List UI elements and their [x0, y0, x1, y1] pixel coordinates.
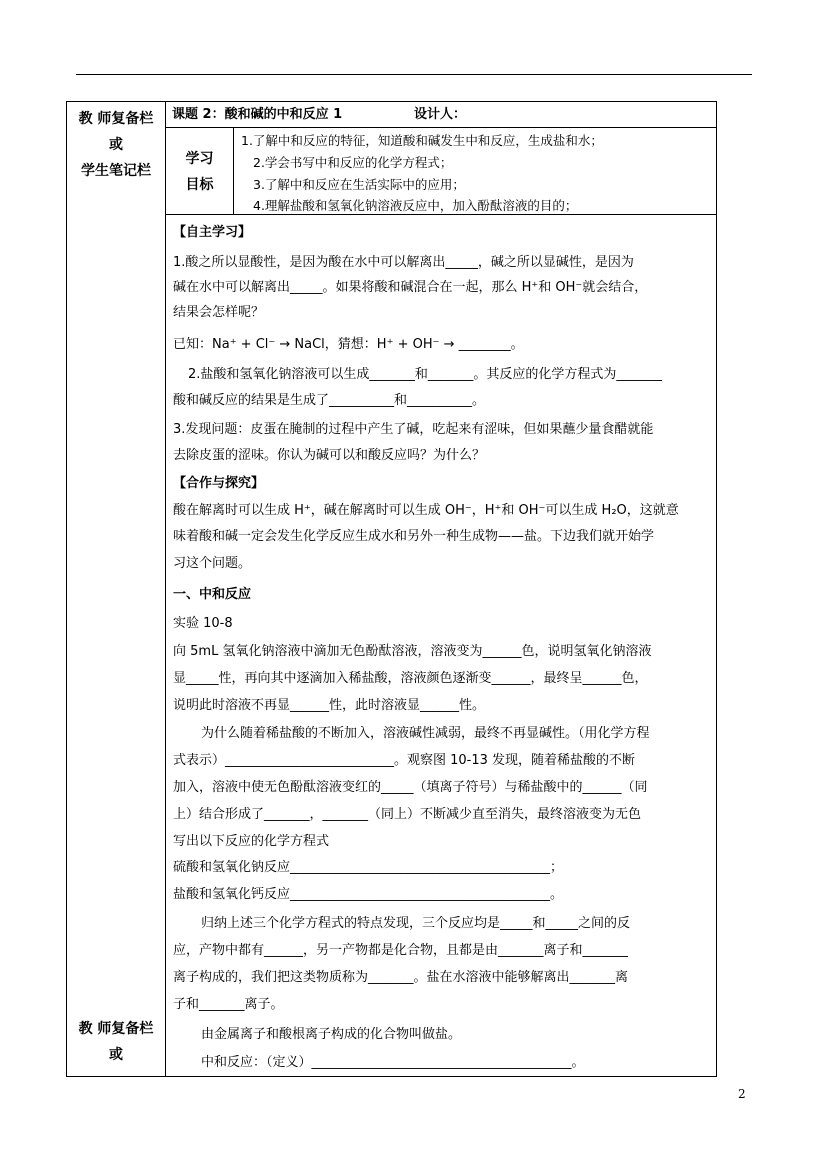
text-line: 加入，溶液中使无色酚酞溶液变红的_____（填离子符号）与稀盐酸中的______（同: [173, 780, 648, 795]
text-line: 3.发现问题：皮蛋在腌制的过程中产生了碱，吃起来有涩味，但如果蘸少量食醋就能: [173, 422, 654, 437]
text-line: 子和_______离子。: [173, 997, 284, 1012]
goal-item: 4.理解盐酸和氢氧化钠溶液反应中，加入酚酞溶液的目的；: [253, 198, 578, 213]
text-line: 去除皮蛋的涩味。你认为碱可以和酸反应吗？为什么？: [173, 448, 486, 463]
goal-item: 2.学会书写中和反应的化学方程式；: [253, 155, 453, 170]
text-line: 碱在水中可以解离出_____。如果将酸和碱混合在一起，那么 H⁺和 OH⁻就会结合，: [173, 280, 648, 295]
notes-column-label-bottom: 教 师复备栏 或: [78, 1021, 154, 1063]
designer-label: 设计人：: [414, 107, 467, 122]
text-line: 盐酸和氢氧化钙反应________________________________________。: [173, 887, 564, 902]
text-line: 写出以下反应的化学方程式: [173, 834, 330, 849]
text-line: 显_____性，再向其中逐滴加入稀盐酸，溶液颜色逐渐变______，最终呈______色，: [173, 671, 648, 686]
text-line: 习这个问题。: [173, 556, 252, 571]
text-line: 味着酸和碱一定会发生化学反应生成水和另外一种生成物——盐。下边我们就开始学: [173, 529, 655, 544]
text-line: 离子构成的，我们把这类物质称为_______。盐在水溶液中能够解离出_______离: [173, 970, 629, 985]
experiment-label: 实验 10-8: [173, 616, 233, 631]
text-line: 为什么随着稀盐酸的不断加入，溶液碱性减弱，最终不再显碱性。（用化学方程: [201, 726, 650, 741]
page-number: 2: [738, 1087, 746, 1101]
lesson-title: 课题 2：酸和碱的中和反应 1: [172, 107, 343, 122]
learning-goals-label: 学习 目标: [166, 128, 234, 214]
text-line: 向 5mL 氢氧化钠溶液中滴加无色酚酞溶液，溶液变为______色，说明氢氧化钠溶液: [173, 644, 652, 659]
section-cooperation: 【合作与探究】: [173, 476, 265, 491]
text-line: 上）结合形成了_______，_______（同上）不断减少直至消失，最终溶液变为无色: [173, 807, 642, 822]
text-line: 结果会怎样呢？: [173, 305, 265, 320]
text-line: 由金属离子和酸根离子构成的化合物叫做盐。: [201, 1027, 462, 1042]
goal-item: 3.了解中和反应在生活实际中的应用；: [253, 177, 465, 192]
lesson-title-row: [166, 102, 716, 128]
text-line: 中和反应：（定义）________________________________________。: [201, 1055, 585, 1070]
text-line: 1.酸之所以显酸性，是因为酸在水中可以解离出_____，碱之所以显碱性，是因为: [173, 255, 634, 270]
text-line: 应，产物中都有______，另一产物都是化合物，且都是由_______离子和_______: [173, 943, 629, 958]
notes-column: [67, 102, 166, 1076]
goal-item: 1.了解中和反应的特征，知道酸和碱发生中和反应，生成盐和水；: [241, 133, 603, 148]
text-line: 归纳上述三个化学方程式的特点发现，三个反应均是_____和_____之间的反: [201, 916, 631, 931]
text-line: 酸和碱反应的结果是生成了__________和__________。: [173, 393, 486, 408]
text-line: 硫酸和氢氧化钠反应________________________________________；: [173, 860, 564, 875]
lesson-content: [166, 215, 716, 1076]
text-line: 说明此时溶液不再显______性，此时溶液显______性。: [173, 698, 486, 713]
notes-column-label-top: 教 师复备栏 或 学生笔记栏: [78, 111, 154, 179]
lesson-column: [166, 102, 716, 1076]
section-neutralization: 一、中和反应: [173, 587, 252, 602]
worksheet-table: [66, 101, 717, 1077]
text-line: 2.盐酸和氢氧化钠溶液可以生成_______和_______。其反应的化学方程式为_______: [188, 367, 662, 382]
text-line: 酸在解离时可以生成 H⁺，碱在解离时可以生成 OH⁻，H⁺和 OH⁻可以生成 H₂O，这就意: [173, 503, 679, 518]
text-line: 已知：Na⁺ + Cl⁻ → NaCl，猜想：H⁺ + OH⁻ → ________。: [173, 337, 524, 352]
learning-goals: [166, 128, 716, 215]
text-line: 式表示）__________________________。观察图 10-13 发现，随着稀盐酸的不断: [173, 753, 636, 768]
section-self-study: 【自主学习】: [173, 225, 252, 240]
header-rule: [76, 74, 752, 75]
